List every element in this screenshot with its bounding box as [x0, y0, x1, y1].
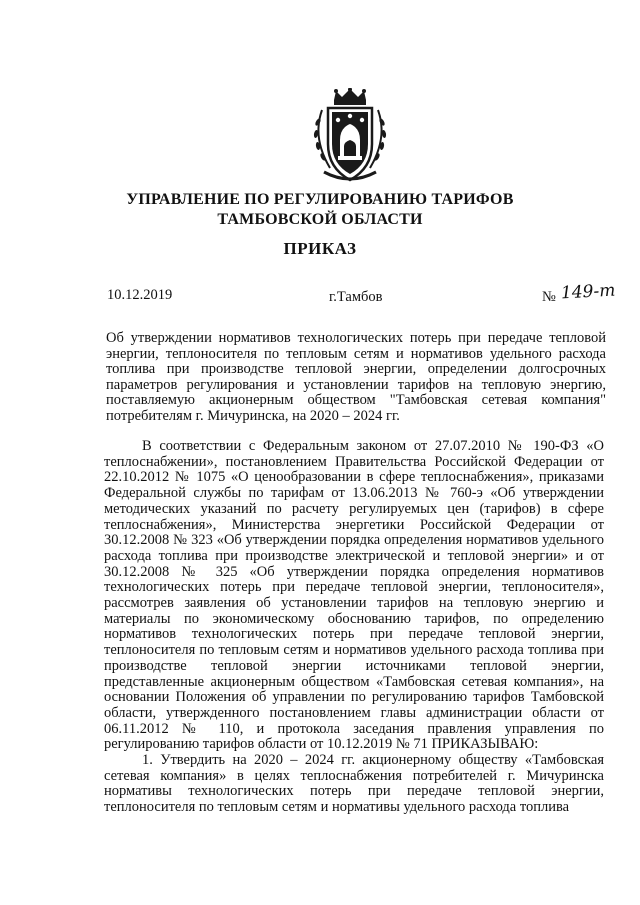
order-subject: Об утверждении нормативов технологических потерь при передаче тепловой энергии, теплоносителя по тепловым сетям и нормативов удельного расхода топлива при производстве тепловой энергии, определении долгосрочных параметров регулирования и установлении тарифов на тепловую энергию, поставляемую акционерным обществом "Тамбовская сетевая компания" потребителям г. Мичуринска, на 2020 – 2024 гг. [106, 330, 606, 424]
agency-name [0, 190, 640, 230]
coat-of-arms-icon [300, 88, 400, 188]
document-type: ПРИКАЗ [283, 239, 357, 258]
order-number-label: № [542, 289, 556, 305]
order-number-handwritten: 149-т [560, 280, 616, 304]
preamble-paragraph: В соответствии с Федеральным законом от 27.07.2010 № 190-ФЗ «О теплоснабжении», постановлением Правительства Российской Федерации от 22.10.2012 № 1075 «О ценообразовании в сфере теплоснабжения», приказами Федеральной службы по тарифам от 13.06.2013 № 760-э «Об утверждении методических указаний по расчету регулируемых цен (тарифов) в сфере теплоснабжения», Министерства энергетики Российской Федерации от 30.12.2008 № 323 «Об утверждении порядка определения нормативов удельного расхода топлива при производстве электрической и тепловой энергии» и от 30.12.2008 № 325 «Об утверждении порядка определения нормативов технологических потерь при передаче тепловой энергии, теплоносителя», рассмотрев заявления об установлении тарифов на тепловую энергию и материалы по экономическому обоснованию тарифов, по определению нормативов технологических потерь при передаче тепловой энергии, теплоносителя по тепловым сетям и нормативов удельного расхода топлива при производстве тепловой энергии источниками тепловой энергии, представленные акционерным обществом «Тамбовская сетевая компания», на основании Положения об управлении по регулированию тарифов Тамбовской области, утвержденного постановлением главы администрации области от 06.11.2012 № 110, и протокола заседания правления управления по регулированию тарифов области от 10.12.2019 № 71 ПРИКАЗЫВАЮ: [104, 438, 604, 753]
order-item-1: 1. Утвердить на 2020 – 2024 гг. акционерному обществу «Тамбовская сетевая компания» в целях теплоснабжения потребителей г. Мичуринска нормативы технологических потерь при передаче тепловой энергии, теплоносителя по тепловым сетям и нормативы удельного расхода топлива [104, 752, 604, 816]
order-date: 10.12.2019 [107, 287, 173, 303]
order-city: г.Тамбов [329, 289, 383, 305]
order-body [104, 439, 604, 816]
agency-name-line1: УПРАВЛЕНИЕ ПО РЕГУЛИРОВАНИЮ ТАРИФОВ [126, 191, 514, 208]
agency-name-line2: ТАМБОВСКОЙ ОБЛАСТИ [217, 211, 423, 228]
